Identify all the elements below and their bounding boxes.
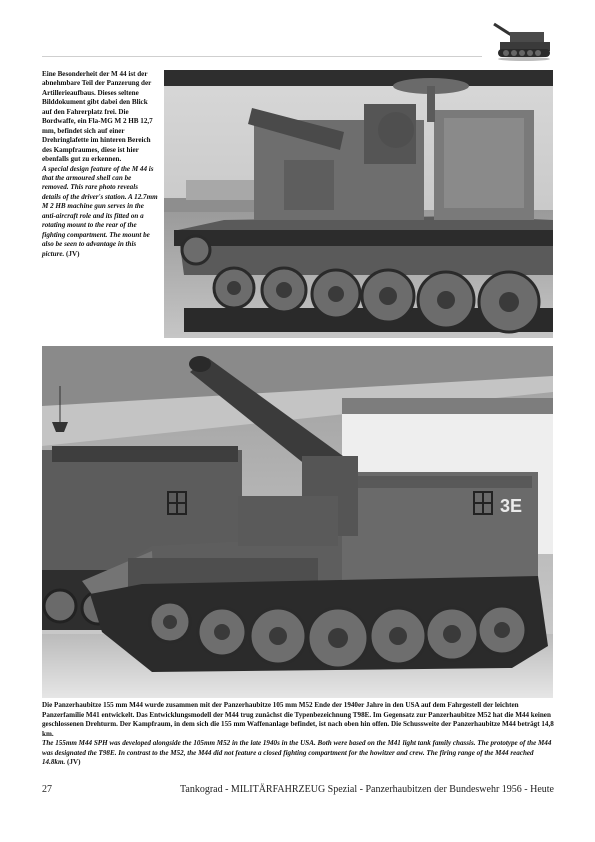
howitzer-logo-icon xyxy=(486,18,554,62)
running-title: Tankograd - MILITÄRFAHRZEUG Spezial - Panzerhaubitzen der Bundeswehr 1956 - Heute xyxy=(179,784,554,795)
page-footer xyxy=(42,783,554,797)
photo-m44-in-hangar xyxy=(42,346,553,698)
side-caption-german: Eine Besonderheit der M 44 ist der abnehmbare Teil der Panzerung der Artillerieaufbaus. Dieses seltene Bilddokument gibt dabei den Blick auf den Fahrerplatz frei. Die Bordwaffe, ein Fla-MG M 2 HB 12,7 mm, befindet sich auf einer Drehringlafette im hinteren Bereich des Kampfraumes, diese ist hier ebenfalls gut zu erkennen. xyxy=(42,70,153,164)
photo-m44-open-hull xyxy=(164,70,553,338)
bottom-caption-credit: (JV) xyxy=(67,758,81,767)
side-caption-english: A special design feature of the M 44 is that the armoured shell can be removed. This rare photo reveals details of the driver's station. A 12.7mm M 2 HB machine gun serves in the anti-aircraft role and its fitted on a rotating mount to the rear of the fighting compartment. The mount be also be seen to advantage in this picture. (JV) xyxy=(42,164,158,258)
bottom-caption xyxy=(42,701,554,768)
bottom-caption-german: Die Panzerhaubitze 155 mm M44 wurde zusammen mit der Panzerhaubitze 105 mm M52 Ende der 1940er Jahre in den USA auf dem Fahrgestell der leichten Panzerfamilie M41 entwickelt. Das Entwicklungsmodell der M44 trug zunächst die Typenbezeichnung T98E. Im Gegensatz zur Panzerhaubitze M52 hat die M44 keinen geschlossenen Drehturm. Der Kampfraum, in dem sich die 155 mm Waffenanlage befindet, ist nach oben hin offen. Die Schussweite der Panzerhaubitze M44 beträgt 14,8 km. xyxy=(42,701,554,738)
header-rule xyxy=(42,56,482,57)
side-caption xyxy=(42,70,158,259)
bottom-caption-english: The 155mm M44 SPH was developed alongside the 105mm M52 in the late 1940s in the USA. Both were based on the M41 light tank family chassis. The prototype of the M44 was designated the T98E. In contrast to the M52, the M44 did not feature a closed fighting compartment for the howitzer and crew. The firing range of the M44 reached 14.8km. (JV) xyxy=(42,739,552,767)
side-caption-credit: (JV) xyxy=(66,249,80,258)
vehicle-marking-3e: 3E xyxy=(500,496,523,516)
page-number: 27 xyxy=(42,784,52,795)
